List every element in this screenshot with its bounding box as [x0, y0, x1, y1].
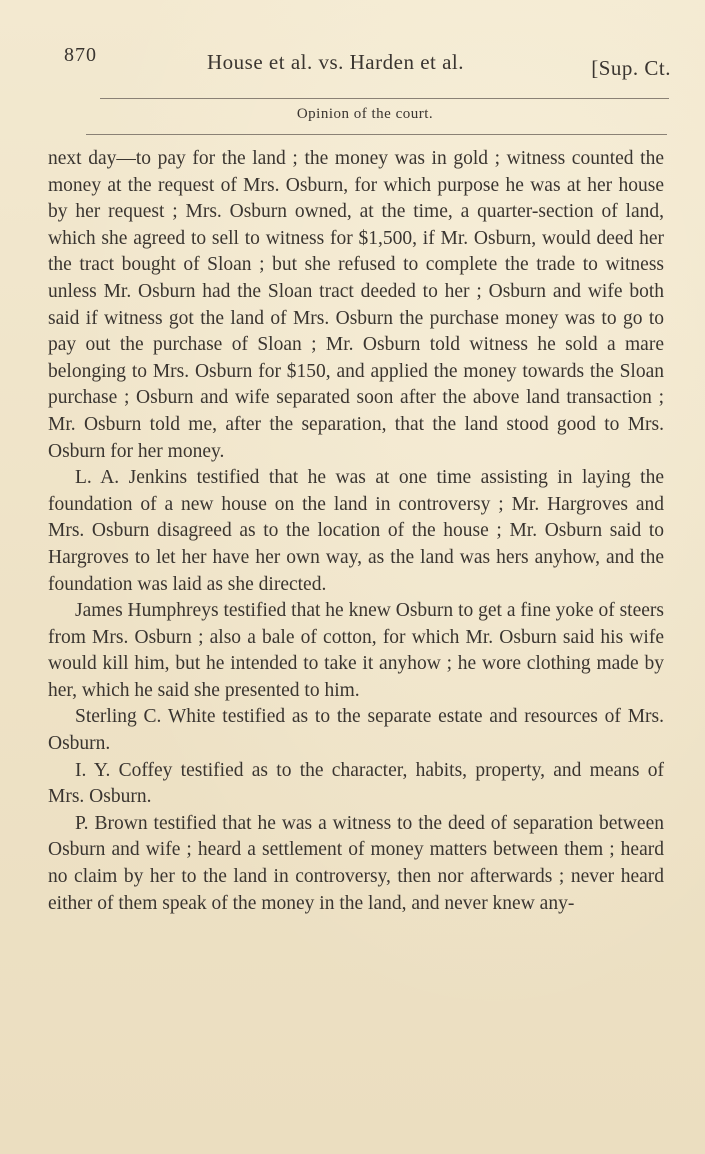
- header-rule-top: [100, 98, 669, 99]
- paragraph: P. Brown testified that he was a witness to the deed of separation between Osburn and wife ; heard a settlement of money matters between them ; heard no claim by her to the land in controversy, then nor afterwards ; never heard either of them speak of the money in the land, and never knew any-: [48, 812, 664, 914]
- paragraph: I. Y. Coffey testified as to the character, habits, property, and means of Mrs. Osburn.: [48, 759, 664, 808]
- running-title: House et al. vs. Harden et al.: [207, 50, 465, 74]
- court-abbreviation: [Sup. Ct.: [591, 56, 671, 80]
- section-subheading: Opinion of the court.: [296, 106, 434, 122]
- page-header: [64, 44, 671, 80]
- paragraph: James Humphreys testified that he knew Osburn to get a fine yoke of steers from Mrs. Osburn ; also a bale of cotton, for which Mr. Osburn said his wife would kill him, but he intended to take it anyhow ; he wore clothing made by her, which he said she presented to him.: [48, 600, 664, 701]
- header-rule-bottom: [86, 134, 667, 135]
- paragraph: L. A. Jenkins testified that he was at one time assisting in laying the foundation of a new house on the land in controversy ; Mr. Hargroves and Mrs. Osburn disagreed as to the location of the house ; Mr. Osburn said to Hargroves to let her have her own way, as the land was hers anyhow, and the foundation was laid as she directed.: [48, 467, 664, 595]
- opinion-body: [48, 146, 664, 917]
- paragraph: next day—to pay for the land ; the money was in gold ; witness counted the money at the request of Mrs. Osburn, for which purpose he was at her house by her request ; Mrs. Osburn owned, at the time, a quarter-section of land, which she agreed to sell to witness for $1,500, if Mr. Osburn, would deed her the tract bought of Sloan ; but she refused to complete the trade to witness unless Mr. Osburn had the Sloan tract deeded to her ; Osburn and wife both said if witness got the land of Mrs. Osburn the purchase money was to go to pay out the purchase of Sloan ; Mr. Osburn told witness he sold a mare belonging to Mrs. Osburn for $150, and applied the money towards the Sloan purchase ; Osburn and wife separated soon after the above land transaction ; Mr. Osburn told me, after the separation, that the land stood good to Mrs. Osburn for her money.: [48, 148, 664, 462]
- paragraph: Sterling C. White testified as to the separate estate and resources of Mrs. Osburn.: [48, 706, 664, 755]
- page-number: 870: [64, 44, 97, 66]
